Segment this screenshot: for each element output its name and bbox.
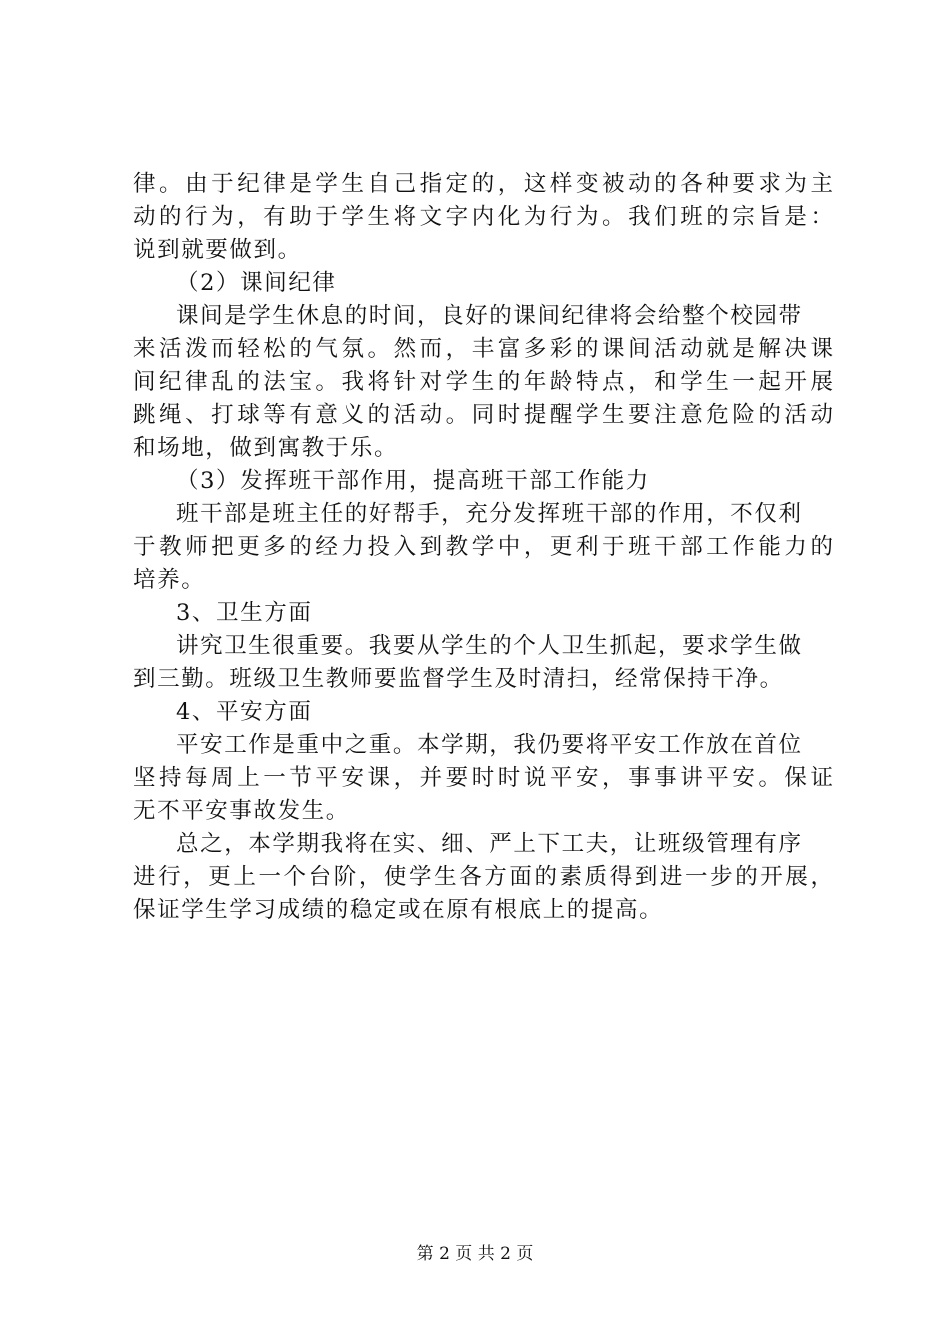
body-line-1: 律。由于纪律是学生自己指定的，这样变被动的各种要求为主 <box>133 171 833 197</box>
body-line-19: 坚持每周上一节平安课，并要时时说平安，事事讲平安。保证 <box>133 765 833 791</box>
body-line-5: 课间是学生休息的时间，良好的课间纪律将会给整个校园带 <box>176 303 803 329</box>
body-line-11: 班干部是班主任的好帮手，充分发挥班干部的作用，不仅利 <box>176 501 803 527</box>
section-heading-hygiene: 3、卫生方面 <box>176 600 313 626</box>
body-line-3: 说到就要做到。 <box>133 237 302 263</box>
page-number-footer: 第 2 页 共 2 页 <box>416 1244 534 1264</box>
body-line-16: 到三勤。班级卫生教师要监督学生及时清扫，经常保持干净。 <box>133 666 784 692</box>
body-line-2: 动的行为，有助于学生将文字内化为行为。我们班的宗旨是： <box>133 204 833 230</box>
body-line-23: 保证学生学习成绩的稳定或在原有根底上的提高。 <box>133 897 664 923</box>
body-line-20: 无不平安事故发生。 <box>133 798 350 824</box>
section-heading-safety: 4、平安方面 <box>176 699 313 725</box>
body-line-12: 于教师把更多的经力投入到教学中，更利于班干部工作能力的 <box>133 534 833 560</box>
body-line-15: 讲究卫生很重要。我要从学生的个人卫生抓起，要求学生做 <box>176 633 803 659</box>
body-line-7: 间纪律乱的法宝。我将针对学生的年龄特点，和学生一起开展 <box>133 369 833 395</box>
section-heading-recess-discipline: （2）课间纪律 <box>176 270 337 296</box>
body-line-6: 来活泼而轻松的气氛。然而，丰富多彩的课间活动就是解决课 <box>133 336 833 362</box>
body-line-18: 平安工作是重中之重。本学期，我仍要将平安工作放在首位 <box>176 732 803 758</box>
section-heading-class-cadres: （3）发挥班干部作用，提高班干部工作能力 <box>176 468 650 494</box>
body-line-9: 和场地，做到寓教于乐。 <box>133 435 399 461</box>
document-body <box>133 168 833 927</box>
body-line-8: 跳绳、打球等有意义的活动。同时提醒学生要注意危险的活动 <box>133 402 833 428</box>
body-line-22: 进行，更上一个台阶，使学生各方面的素质得到进一步的开展， <box>133 864 833 890</box>
body-line-13: 培养。 <box>133 567 206 593</box>
body-line-21: 总之，本学期我将在实、细、严上下工夫，让班级管理有序 <box>176 831 803 857</box>
